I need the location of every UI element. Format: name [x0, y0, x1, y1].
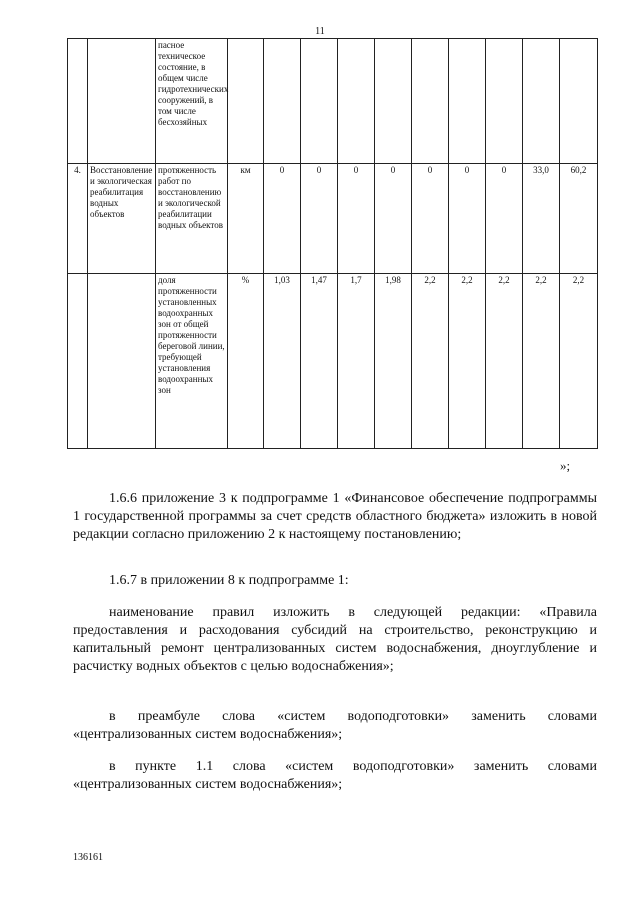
value-cell [338, 39, 375, 164]
value-cell: 0 [264, 164, 301, 274]
value-cell [412, 39, 449, 164]
value-cell: 0 [338, 164, 375, 274]
paragraph-1-6-6: 1.6.6 приложение 3 к подпрограмме 1 «Финансовое обеспечение подпрограммы 1 государственной программы за счет средств областного бюджета» изложить в новой редакции согласно приложению 2 к настоящему постановлению; [73, 491, 597, 542]
task-name: Восстановление и экологическая реабилитация водных объектов [88, 164, 156, 274]
value-cell [449, 39, 486, 164]
value-cell: 0 [412, 164, 449, 274]
unit-cell: % [228, 274, 264, 449]
indicator-name: протяженность работ по восстановлению и экологической реабилитации водных объектов [156, 164, 228, 274]
value-cell: 2,2 [560, 274, 598, 449]
paragraph-point-1-1: в пункте 1.1 слова «систем водоподготовки» заменить словами «централизованных систем водоснабжения»; [73, 759, 597, 792]
table-row [68, 39, 598, 164]
task-name [88, 39, 156, 164]
unit-cell: км [228, 164, 264, 274]
value-cell [486, 39, 523, 164]
unit-cell [228, 39, 264, 164]
value-cell: 2,2 [486, 274, 523, 449]
indicators-table [67, 38, 598, 449]
value-cell: 1,47 [301, 274, 338, 449]
document-code: 136161 [73, 852, 103, 863]
value-cell: 1,03 [264, 274, 301, 449]
value-cell [375, 39, 412, 164]
page-number: 11 [315, 26, 325, 37]
task-name [88, 274, 156, 449]
indicator-name: пасное техническое состояние, в общем числе гидротехнических сооружений, в том числе бесхозяйных [156, 39, 228, 164]
value-cell [301, 39, 338, 164]
value-cell: 0 [375, 164, 412, 274]
paragraph-rules-title: наименование правил изложить в следующей редакции: «Правила предоставления и расходования субсидий на строительство, реконструкцию и капитальный ремонт централизованных систем водоснабжения, дноуглубление и расчистку водных объектов с целью водоснабжения»; [73, 605, 597, 674]
value-cell: 2,2 [412, 274, 449, 449]
value-cell: 33,0 [523, 164, 560, 274]
paragraph-1-6-7: 1.6.7 в приложении 8 к подпрограмме 1: [109, 573, 349, 588]
row-number: 4. [68, 164, 88, 274]
indicator-name: доля протяженности установленных водоохранных зон от общей протяженности береговой линии, требующей установления водоохранных зон [156, 274, 228, 449]
value-cell: 0 [486, 164, 523, 274]
value-cell: 1,98 [375, 274, 412, 449]
value-cell: 2,2 [449, 274, 486, 449]
value-cell [264, 39, 301, 164]
row-number [68, 274, 88, 449]
table-row [68, 164, 598, 274]
row-number [68, 39, 88, 164]
value-cell: 60,2 [560, 164, 598, 274]
value-cell: 1,7 [338, 274, 375, 449]
closing-quote: »; [560, 458, 571, 473]
value-cell: 0 [449, 164, 486, 274]
value-cell [560, 39, 598, 164]
table-row [68, 274, 598, 449]
value-cell: 2,2 [523, 274, 560, 449]
paragraph-preamble: в преамбуле слова «систем водоподготовки» заменить словами «централизованных систем водоснабжения»; [73, 709, 597, 742]
value-cell [523, 39, 560, 164]
value-cell: 0 [301, 164, 338, 274]
